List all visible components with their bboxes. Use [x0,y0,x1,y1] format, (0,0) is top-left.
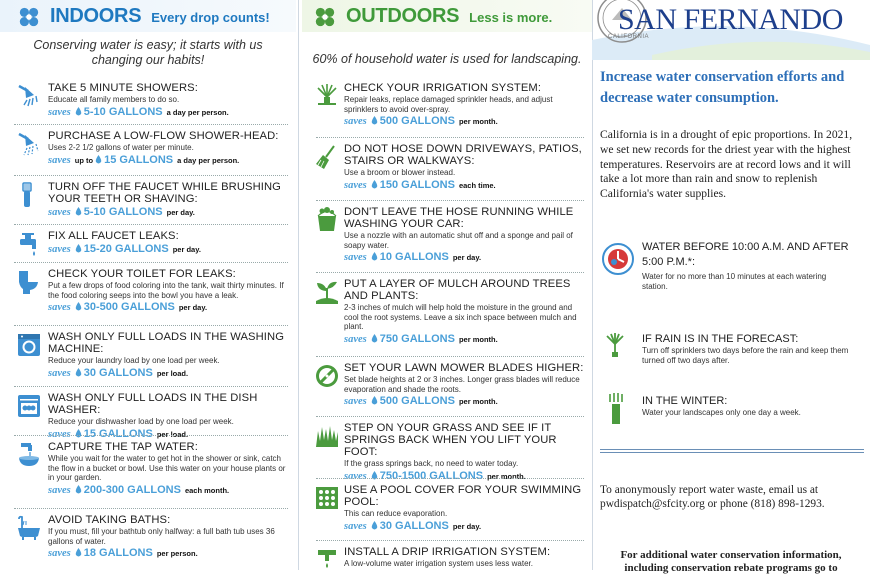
saves-label: saves [344,333,367,345]
tip-body [48,130,290,166]
savings-amount: 750 GALLONS [379,332,455,345]
washing-machine-icon [16,332,42,358]
city-headline: Increase water conservation efforts and decrease water consumption. [600,69,845,106]
tip-separator [14,508,288,509]
saves-label: saves [48,367,71,379]
saves-label: saves [48,106,71,118]
city-column [592,0,870,574]
tip-body [48,331,290,379]
tip-body [344,546,586,569]
rain-sprinkler-icon [602,332,628,358]
tip-description: Put a few drops of food coloring into the tank, wait thirty minutes. If the food coloring seeps into the bowl you have a leak. [48,281,284,300]
tip-body [48,181,290,218]
tip-body [48,392,290,440]
tip-separator [14,124,288,125]
tip-savings [344,520,586,532]
tip-title: PUT A LAYER OF MULCH AROUND TREES AND PLANTS: [344,278,571,302]
city-tip-rain [600,332,862,372]
tip-savings [48,154,290,166]
tip-title: USE A POOL COVER FOR YOUR SWIMMING POOL: [344,484,582,508]
tap-bowl-icon [16,442,42,468]
savings-unit: per month. [487,471,526,481]
tip-description: This can reduce evaporation. [344,509,448,518]
tip-title: CHECK YOUR IRRIGATION SYSTEM: [344,82,542,94]
city-tip-desc: Water your landscapes only one day a week. [642,408,801,417]
water-drop-icon [75,368,82,377]
tip-description: Reduce your dishwasher load by one load per week. [48,417,234,426]
tip-description: If you must, fill your bathtub only halfway: a full bath tub uses 36 gallons of water. [48,527,275,546]
saves-label: saves [48,548,71,560]
savings-amount: 30-500 GALLONS [83,301,175,314]
tip-title: AVOID TAKING BATHS: [48,514,171,526]
tip-savings [48,484,290,496]
water-drop-icon [371,180,378,189]
indoors-intro: Conserving water is easy; it starts with us changing our habits! [33,38,263,67]
savings-amount: 30 GALLONS [83,366,153,379]
tip-separator [14,175,288,176]
tip-separator [316,478,584,479]
savings-unit: a day per person. [166,107,229,117]
city-tip-title: IF RAIN IS IN THE FORECAST: [642,333,799,345]
indoors-tagline: Every drop counts! [151,10,270,25]
saves-label: saves [344,116,367,128]
tip-description: While you wait for the water to get hot in the shower or sink, catch the flow in a bucket or bowl. Use this water on your house plants or in your garden. [48,454,286,483]
tip-separator [316,540,584,541]
drip-irrigation-icon [314,547,340,573]
tip-title: INSTALL A DRIP IRRIGATION SYSTEM: [344,546,551,558]
tip-body [48,82,290,118]
broom-icon [314,144,340,170]
savings-unit: per month. [458,117,498,127]
tip-savings [48,547,290,559]
more-info-text: For additional water conservation information, including conservation rebate programs go to [620,549,842,574]
water-drop-icon [371,116,378,125]
outdoors-intro: 60% of household water is used for landscaping. [312,52,582,66]
tip-title: WASH ONLY FULL LOADS IN THE WASHING MACHINE: [48,331,284,355]
tip-savings [48,243,290,255]
tip-title: FIX ALL FAUCET LEAKS: [48,230,179,242]
tip-body [48,514,290,559]
water-drop-icon [371,252,378,261]
bucket-icon [314,207,340,233]
savings-unit: per day. [178,303,208,313]
tip-description: Reduce your laundry load by one load per week. [48,356,220,365]
indoors-title: INDOORS [50,5,142,27]
savings-amount: 750-1500 GALLONS [379,469,484,482]
tip-savings [48,206,290,218]
city-tip-title: WATER BEFORE 10:00 A.M. AND AFTER 5:00 P.M.*: [642,241,849,268]
tip-separator [14,224,288,225]
tip-body [344,82,586,127]
report-waste-text: To anonymously report water waste, email us at pwdispatch@sfcity.org or phone (818) 898-1293. [600,484,825,510]
saves-label: saves [344,396,367,408]
savings-unit: per month. [458,397,498,407]
pool-cover-icon [314,485,340,511]
saves-label: saves [48,207,71,218]
tip-description: If the grass springs back, no need to water today. [344,459,519,468]
water-drop-icon [75,207,82,216]
water-drop-icon [75,244,82,253]
tip-separator [14,262,288,263]
savings-amount: 15 GALLONS [83,427,153,440]
tip-savings [48,106,290,118]
outdoors-title: OUTDOORS [346,5,460,27]
tip-body [48,441,290,496]
tip-description: Use a broom or blower instead. [344,168,456,177]
tip-savings [48,428,290,440]
indoors-column [0,0,296,570]
saves-label: saves [344,252,367,264]
tip-savings [48,367,290,379]
tip-title: TAKE 5 MINUTE SHOWERS: [48,82,198,94]
water-drop-icon [75,485,82,494]
outdoors-tagline: Less is more. [469,10,553,25]
savings-amount: 30 GALLONS [379,519,449,532]
savings-unit: per load. [156,368,189,378]
tip-title: STEP ON YOUR GRASS AND SEE IF IT SPRINGS BACK WHEN YOU LIFT YOUR FOOT: [344,422,557,458]
saves-label: saves [344,520,367,532]
savings-amount: 15 GALLONS [104,153,174,166]
savings-amount: 150 GALLONS [379,178,455,191]
tip-description: Uses 2-2 1/2 gallons of water per minute. [48,143,194,152]
saves-label: saves [48,428,71,440]
tip-savings [344,179,586,191]
sprinkler-icon [314,83,340,109]
tip-savings [344,333,586,345]
tip-title: WASH ONLY FULL LOADS IN THE DISH WASHER: [48,392,258,416]
savings-amount: 15-20 GALLONS [83,243,169,255]
tip-separator [14,386,288,387]
tip-title: CAPTURE THE TAP WATER: [48,441,198,453]
tip-body [344,484,586,532]
tip-separator [14,325,288,326]
tip-body [344,362,586,407]
saves-label: saves [48,484,71,496]
toothbrush-icon [16,182,42,208]
tip-savings [344,470,586,482]
tip-body [344,206,586,263]
water-cross-icon [18,6,40,28]
tip-body [48,268,290,313]
savings-amount: 18 GALLONS [83,547,153,560]
savings-unit: each time. [458,180,496,190]
savings-amount: 5-10 GALLONS [83,105,163,118]
tip-separator [316,356,584,357]
bathtub-icon [16,515,42,541]
seal-label: CALIFORNIA [608,34,650,40]
savings-unit: per person. [156,549,198,559]
city-tip-desc: Turn off sprinklers two days before the rain and keep them turned off two days after. [642,346,849,365]
tip-body [344,422,586,482]
saves-label: saves [48,244,71,255]
grass-icon [314,423,340,449]
water-drop-icon [75,429,82,438]
tip-savings [344,115,586,127]
tip-description: Educate all family members to do so. [48,95,180,104]
saves-label: saves [48,302,71,314]
savings-unit: per day. [166,208,195,217]
water-drop-icon [95,155,102,164]
indoors-header [18,5,270,28]
shower-icon [16,83,42,109]
water-drop-icon [371,396,378,405]
city-tip-watering-hours [600,240,862,300]
tip-body [48,230,290,255]
divider [600,452,864,453]
water-drop-icon [371,521,378,530]
tip-title: DON'T LEAVE THE HOSE RUNNING WHILE WASHING YOUR CAR: [344,206,574,230]
mower-blade-icon [314,363,340,389]
savings-prefix: up to [74,155,94,165]
tip-separator [316,272,584,273]
tip-savings [344,395,586,407]
savings-amount: 500 GALLONS [379,115,455,128]
water-cross-icon [314,6,336,28]
city-tip-winter [600,392,862,432]
stopwatch-icon [600,240,636,276]
faucet-icon [16,231,42,257]
tip-description: Repair leaks, replace damaged sprinkler heads, and adjust sprinklers to avoid over-spray. [344,95,553,114]
tip-body [344,143,586,191]
saves-label: saves [344,470,367,482]
tip-description: A low-volume water irrigation system uses less water. [344,559,533,568]
city-name: SAN FERNANDO [618,3,843,36]
seedling-icon [314,279,340,305]
tip-title: DO NOT HOSE DOWN DRIVEWAYS, PATIOS, STAIRS OR WALKWAYS: [344,143,582,167]
column-divider [298,0,299,570]
savings-unit: each month. [184,485,230,495]
savings-amount: 10 GALLONS [379,251,449,264]
toilet-icon [16,269,42,295]
winter-sprinkler-icon [606,392,626,426]
tip-separator [316,416,584,417]
water-drop-icon [371,334,378,343]
saves-label: saves [344,179,367,191]
tip-title: TURN OFF THE FAUCET WHILE BRUSHING YOUR TEETH OR SHAVING: [48,181,281,205]
showerhead-icon [16,131,42,157]
tip-description: Use a nozzle with an automatic shut off and a sponge and pail of soapy water. [344,231,573,250]
tip-separator [14,435,288,436]
savings-amount: 5-10 GALLONS [83,206,163,218]
tip-savings [48,301,290,313]
city-tip-title: IN THE WINTER: [642,395,728,407]
divider [600,449,864,450]
tip-description: 2-3 inches of mulch will help hold the moisture in the ground and cool the root systems. Leave a six inch space between mulch and plant. [344,303,577,332]
tip-title: CHECK YOUR TOILET FOR LEAKS: [48,268,236,280]
water-drop-icon [75,107,82,116]
water-drop-icon [75,548,82,557]
tip-savings [344,251,586,263]
tip-title: PURCHASE A LOW-FLOW SHOWER-HEAD: [48,130,279,142]
drought-paragraph: California is in a drought of epic proportions. In 2021, we set new records for the driest year with the highest temperatures. Reservoirs are at record lows and it will take a lot more than rain and snow to replenish California's water supplies. [600,128,853,201]
outdoors-column [302,0,592,570]
savings-unit: per day. [452,253,482,263]
tip-separator [316,137,584,138]
tip-separator [316,200,584,201]
dishwasher-icon [16,393,42,419]
tip-description: Set blade heights at 2 or 3 inches. Longer grass blades will reduce evaporation and shade the roots. [344,375,580,394]
tip-title: SET YOUR LAWN MOWER BLADES HIGHER: [344,362,584,374]
city-tip-desc: Water for no more than 10 minutes at each watering station. [642,272,827,291]
savings-unit: per day. [172,245,201,254]
savings-unit: per load. [156,429,189,439]
outdoors-header [314,5,552,28]
saves-label: saves [48,154,71,166]
savings-unit: per day. [452,521,482,531]
water-drop-icon [75,302,82,311]
savings-unit: a day per person. [177,155,240,165]
tip-body [344,278,586,345]
savings-unit: per month. [458,334,498,344]
savings-amount: 500 GALLONS [379,395,455,408]
savings-amount: 200-300 GALLONS [83,483,181,496]
